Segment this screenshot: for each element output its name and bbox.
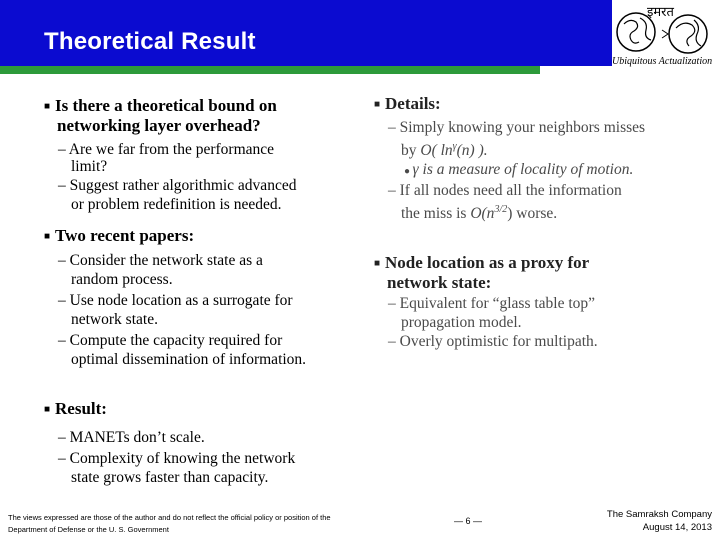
math-o-ln: O( ln	[420, 142, 453, 160]
math-gamma-sup: γ	[452, 141, 457, 152]
company-name: The Samraksh Company	[606, 509, 712, 520]
sub-algorithmic: – Suggest rather algorithmic advanced	[58, 177, 297, 194]
sub-algorithmic-cont: or problem redefinition is needed.	[71, 196, 282, 213]
sub-performance-limit: – Are we far from the performance	[58, 141, 275, 158]
footer-disclaimer-line1: The views expressed are those of the author and do not reflect the official policy or position of the	[8, 513, 331, 522]
bullet-dot-icon: ●	[404, 166, 413, 178]
sub-capacity: – Compute the capacity required for	[58, 332, 283, 349]
math-n-close: (n) ).	[456, 142, 488, 160]
bullet-bound-question: Is there a theoretical bound on	[55, 96, 277, 115]
sub-all-nodes-cont	[374, 200, 694, 223]
sub-neighbors-by: by	[401, 142, 421, 160]
bullet-result: Result:	[55, 399, 107, 418]
sub-complexity-cont: state grows faster than capacity.	[71, 469, 269, 486]
sub-all-nodes: – If all nodes need all the information	[388, 182, 622, 200]
sub-random-process-cont: random process.	[71, 271, 173, 288]
bullet-square-icon: ■	[44, 101, 51, 112]
sub-random-process: – Consider the network state as a	[58, 252, 263, 269]
sub-glass-table-cont: propagation model.	[401, 314, 522, 332]
right-column	[374, 94, 694, 351]
sub-multipath: – Overly optimistic for multipath.	[388, 333, 598, 351]
sub-manets: – MANETs don’t scale.	[58, 429, 205, 446]
math-o-n: O(n	[470, 205, 495, 223]
left-column	[44, 96, 362, 487]
footer-disclaimer-line2: Department of Defense or the U. S. Government	[8, 525, 169, 534]
sub-gamma-text: γ is a measure of locality of motion.	[412, 161, 634, 179]
bullet-square-icon: ■	[44, 231, 51, 242]
bullet-square-icon: ■	[374, 258, 381, 270]
sub-complexity: – Complexity of knowing the network	[58, 450, 296, 467]
sub-glass-table: – Equivalent for “glass table top”	[388, 295, 596, 313]
sub-neighbors-cont	[374, 137, 694, 160]
math-worse: ) worse.	[507, 205, 558, 223]
sub-capacity-cont: optimal dissemination of information.	[71, 351, 307, 368]
bullet-square-icon: ■	[374, 99, 381, 110]
bullet-bound-question-cont: networking layer overhead?	[57, 116, 261, 135]
sub-performance-limit-cont: limit?	[71, 158, 108, 175]
bullet-details: Details:	[385, 94, 441, 113]
page-number: — 6 —	[454, 516, 483, 526]
header-rule	[0, 66, 540, 74]
sub-node-location-cont: network state.	[71, 311, 158, 328]
sub-gamma-locality	[374, 160, 694, 181]
logo-hindi-text: इमरत	[647, 5, 674, 20]
bullet-node-location: Node location as a proxy for	[385, 253, 590, 273]
slide-title: Theoretical Result	[44, 28, 256, 55]
bullet-square-icon: ■	[44, 404, 51, 415]
footer-date: August 14, 2013	[642, 522, 712, 533]
footer-company	[607, 508, 712, 534]
logo-caption: Ubiquitous Actualization	[612, 56, 713, 67]
bullet-node-location-cont: network state:	[387, 273, 492, 293]
footer-disclaimer	[8, 512, 331, 536]
sub-neighbors: – Simply knowing your neighbors misses	[388, 119, 646, 136]
sub-node-location: – Use node location as a surrogate for	[58, 292, 293, 309]
bullet-two-papers: Two recent papers:	[55, 226, 195, 245]
math-three-halves-sup: 3/2	[494, 204, 508, 216]
sub-miss-is: the miss is	[401, 205, 471, 223]
